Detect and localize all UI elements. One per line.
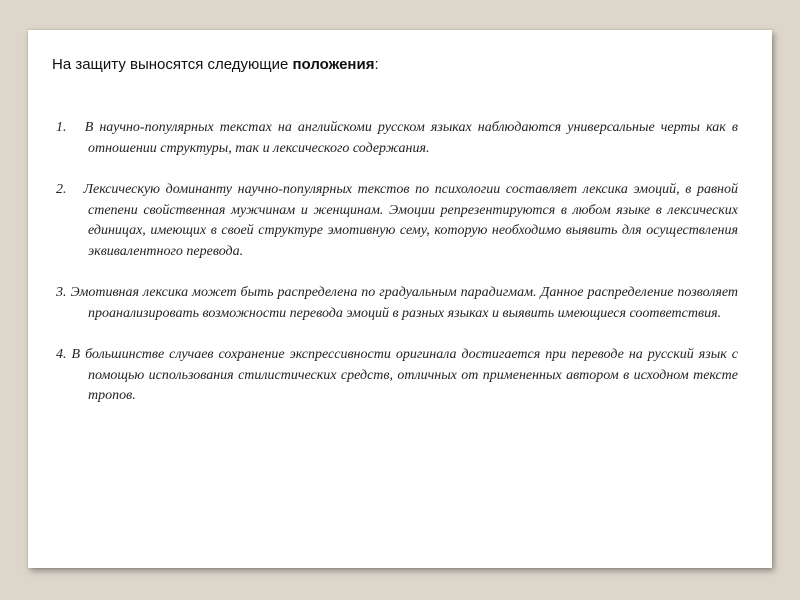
item-number: 4. — [56, 347, 67, 362]
item-number: 1. — [56, 120, 67, 135]
list-item — [56, 345, 738, 407]
item-text: В научно-популярных текстах на английскоми русском языках наблюдаются универсальные черты как в отношении структуры, так и лексического содержания. — [84, 120, 739, 156]
item-text: Эмотивная лексика может быть распределена по градуальным парадигмам. Данное распределение позволяет проанализировать возможности перевода эмоций в разных языках и выявить имеющиеся соответствия. — [70, 285, 739, 321]
list-item — [56, 180, 738, 262]
slide-heading — [52, 56, 379, 73]
item-text: Лексическую доминанту научно-популярных текстов по психологии составляет лексика эмоций, в равной степени свойственная мужчинам и женщинам. Эмоции репрезентируются в любом языке в лексических единицах, имеющих в своей структуре эмотивную сему, которую необходимо выявить для осуществления эквивалентного перевода. — [83, 182, 738, 259]
item-text: В большинстве случаев сохранение экспрессивности оригинала достигается при переводе на русский язык с помощью использования стилистических средств, отличных от примененных автором в исходном тексте тропов. — [71, 347, 739, 403]
list-item — [56, 118, 738, 159]
item-number: 3. — [56, 285, 67, 300]
heading-text: На защиту выносятся следующие — [52, 56, 293, 73]
item-number: 2. — [56, 182, 67, 197]
heading-colon: : — [374, 56, 379, 73]
list-item — [56, 283, 738, 324]
slide — [28, 30, 772, 568]
theses-list — [56, 118, 738, 428]
heading-bold-word: положения — [292, 56, 375, 73]
